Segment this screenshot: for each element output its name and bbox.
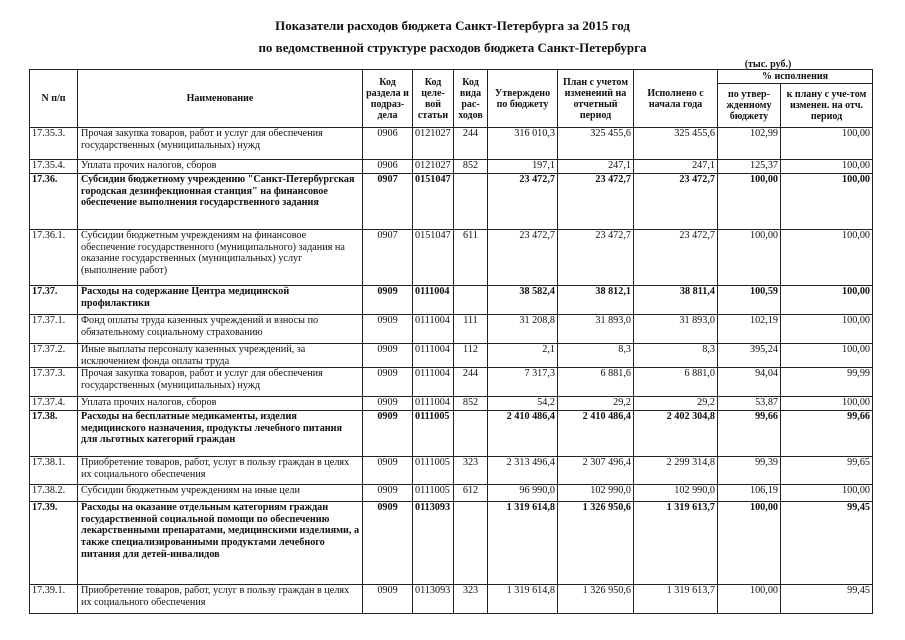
table-row [30,502,873,585]
row-type-code [454,174,488,230]
row-type-code: 852 [454,160,488,174]
row-executed: 38 811,4 [634,286,718,315]
row-section-code: 0909 [363,286,413,315]
row-name: Расходы на бесплатные медикаменты, изделия медицинского назначения, продукты лечебного питания для льготных категорий граждан [78,411,363,457]
row-number: 17.39.1. [30,585,78,614]
row-plan: 2 410 486,4 [558,411,634,457]
table-row [30,457,873,485]
row-name: Расходы на содержание Центра медицинской профилактики [78,286,363,315]
row-target-code: 0121027 [413,128,454,160]
row-section-code: 0909 [363,344,413,368]
row-target-code: 0111005 [413,485,454,502]
row-approved: 316 010,3 [488,128,558,160]
row-executed: 1 319 613,7 [634,585,718,614]
row-plan: 102 990,0 [558,485,634,502]
header-executed: Исполнено с начала года [634,70,718,128]
row-name: Уплата прочих налогов, сборов [78,160,363,174]
row-plan: 2 307 496,4 [558,457,634,485]
row-pct-approved: 99,66 [718,411,781,457]
row-pct-plan: 99,45 [781,502,873,585]
row-number: 17.37. [30,286,78,315]
row-approved: 2,1 [488,344,558,368]
row-approved: 197,1 [488,160,558,174]
row-pct-approved: 102,99 [718,128,781,160]
row-section-code: 0906 [363,128,413,160]
row-target-code: 0111005 [413,411,454,457]
row-pct-approved: 100,00 [718,502,781,585]
row-approved: 38 582,4 [488,286,558,315]
row-approved: 31 208,8 [488,315,558,344]
header-type: Код вида рас-ходов [454,70,488,128]
row-number: 17.35.4. [30,160,78,174]
row-pct-plan: 99,99 [781,368,873,397]
row-pct-approved: 99,39 [718,457,781,485]
header-name: Наименование [78,70,363,128]
row-name: Субсидии бюджетным учреждениям на финансовое обеспечение государственного (муниципального) задания на оказание государственных (муниципальных) услуг (выполнение работ) [78,230,363,286]
row-type-code: 323 [454,457,488,485]
table-row [30,485,873,502]
row-target-code: 0151047 [413,230,454,286]
row-executed: 31 893,0 [634,315,718,344]
row-target-code: 0151047 [413,174,454,230]
row-section-code: 0907 [363,174,413,230]
table-row [30,286,873,315]
row-section-code: 0909 [363,502,413,585]
row-pct-approved: 100,59 [718,286,781,315]
row-number: 17.37.1. [30,315,78,344]
row-type-code: 612 [454,485,488,502]
header-pct-plan: к плану с уче-том изменен. на отч. период [781,84,873,128]
row-pct-approved: 106,19 [718,485,781,502]
row-type-code [454,286,488,315]
header-num: N п/п [30,70,78,128]
header-section: Код раздела и подраз-дела [363,70,413,128]
row-number: 17.35.3. [30,128,78,160]
row-approved: 54,2 [488,397,558,411]
row-plan: 23 472,7 [558,230,634,286]
row-pct-plan: 99,65 [781,457,873,485]
row-plan: 29,2 [558,397,634,411]
expenses-table [29,69,873,614]
row-plan: 31 893,0 [558,315,634,344]
row-name: Субсидии бюджетному учреждению "Санкт-Петербургская городская дезинфекционная станция" на финансовое обеспечение выполнения государственного задания [78,174,363,230]
row-pct-approved: 53,87 [718,397,781,411]
row-section-code: 0909 [363,315,413,344]
row-type-code: 244 [454,128,488,160]
row-target-code: 0111005 [413,457,454,485]
row-section-code: 0909 [363,457,413,485]
row-pct-plan: 100,00 [781,128,873,160]
row-number: 17.37.3. [30,368,78,397]
row-number: 17.38.1. [30,457,78,485]
row-section-code: 0906 [363,160,413,174]
page-subtitle: по ведомственной структуре расходов бюджета Санкт-Петербурга [258,40,647,55]
table-body [30,128,873,614]
row-number: 17.39. [30,502,78,585]
table-row [30,230,873,286]
row-approved: 1 319 614,8 [488,502,558,585]
row-name: Расходы на оказание отдельным категориям граждан государственной социальной помощи по обеспечению лекарственными препаратами, медицинскими изделиями, а также специализированными продуктами лечебного питания для детей-инвалидов [78,502,363,585]
row-section-code: 0909 [363,485,413,502]
row-pct-plan: 99,45 [781,585,873,614]
row-executed: 8,3 [634,344,718,368]
row-section-code: 0909 [363,368,413,397]
row-plan: 23 472,7 [558,174,634,230]
row-type-code [454,502,488,585]
row-target-code: 0113093 [413,502,454,585]
row-approved: 2 313 496,4 [488,457,558,485]
row-executed: 23 472,7 [634,230,718,286]
row-pct-plan: 100,00 [781,315,873,344]
row-approved: 7 317,3 [488,368,558,397]
row-target-code: 0111004 [413,368,454,397]
row-type-code: 244 [454,368,488,397]
row-number: 17.37.2. [30,344,78,368]
row-approved: 96 990,0 [488,485,558,502]
row-pct-approved: 395,24 [718,344,781,368]
row-type-code: 323 [454,585,488,614]
row-plan: 1 326 950,6 [558,585,634,614]
row-name: Фонд оплаты труда казенных учреждений и взносы по обязательному социальному страхованию [78,315,363,344]
row-pct-approved: 100,00 [718,585,781,614]
row-number: 17.36. [30,174,78,230]
row-type-code [454,411,488,457]
row-plan: 325 455,6 [558,128,634,160]
row-target-code: 0111004 [413,397,454,411]
row-pct-plan: 100,00 [781,397,873,411]
row-plan: 1 326 950,6 [558,502,634,585]
row-name: Иные выплаты персоналу казенных учреждений, за исключением фонда оплаты труда [78,344,363,368]
table-row [30,315,873,344]
row-type-code: 112 [454,344,488,368]
row-name: Приобретение товаров, работ, услуг в пользу граждан в целях их социального обеспечения [78,457,363,485]
row-pct-approved: 100,00 [718,230,781,286]
units-label: (тыс. руб.) [744,59,792,70]
header-pct-group: % исполнения [718,70,873,84]
row-section-code: 0909 [363,397,413,411]
table-row [30,128,873,160]
header-pct-approved: по утвер-жденному бюджету [718,84,781,128]
row-target-code: 0111004 [413,286,454,315]
row-plan: 38 812,1 [558,286,634,315]
row-type-code: 111 [454,315,488,344]
row-type-code: 852 [454,397,488,411]
row-section-code: 0907 [363,230,413,286]
table-row [30,411,873,457]
row-pct-plan: 100,00 [781,230,873,286]
row-executed: 2 402 304,8 [634,411,718,457]
row-type-code: 611 [454,230,488,286]
row-pct-plan: 99,66 [781,411,873,457]
row-name: Прочая закупка товаров, работ и услуг для обеспечения государственных (муниципальных) нужд [78,128,363,160]
row-pct-approved: 100,00 [718,174,781,230]
header-target: Код целе-вой статьи [413,70,454,128]
row-approved: 1 319 614,8 [488,585,558,614]
row-pct-approved: 125,37 [718,160,781,174]
row-approved: 2 410 486,4 [488,411,558,457]
row-pct-approved: 94,04 [718,368,781,397]
row-approved: 23 472,7 [488,230,558,286]
row-executed: 6 881,0 [634,368,718,397]
row-name: Субсидии бюджетным учреждениям на иные цели [78,485,363,502]
table-row [30,397,873,411]
header-approved: Утверждено по бюджету [488,70,558,128]
row-executed: 29,2 [634,397,718,411]
row-target-code: 0111004 [413,315,454,344]
row-pct-plan: 100,00 [781,286,873,315]
page-title: Показатели расходов бюджета Санкт-Петербурга за 2015 год [275,18,630,33]
row-name: Уплата прочих налогов, сборов [78,397,363,411]
table-row [30,174,873,230]
row-target-code: 0121027 [413,160,454,174]
row-section-code: 0909 [363,585,413,614]
row-executed: 247,1 [634,160,718,174]
row-number: 17.38.2. [30,485,78,502]
row-name: Приобретение товаров, работ, услуг в пользу граждан в целях их социального обеспечения [78,585,363,614]
row-executed: 1 319 613,7 [634,502,718,585]
header-plan: План с учетом изменений на отчетный период [558,70,634,128]
row-pct-plan: 100,00 [781,174,873,230]
row-plan: 8,3 [558,344,634,368]
row-section-code: 0909 [363,411,413,457]
row-executed: 102 990,0 [634,485,718,502]
row-pct-plan: 100,00 [781,485,873,502]
row-name: Прочая закупка товаров, работ и услуг для обеспечения государственных (муниципальных) нужд [78,368,363,397]
row-number: 17.36.1. [30,230,78,286]
row-target-code: 0113093 [413,585,454,614]
row-executed: 325 455,6 [634,128,718,160]
row-number: 17.38. [30,411,78,457]
row-plan: 6 881,6 [558,368,634,397]
row-pct-plan: 100,00 [781,160,873,174]
table-row [30,160,873,174]
row-executed: 23 472,7 [634,174,718,230]
row-executed: 2 299 314,8 [634,457,718,485]
row-pct-plan: 100,00 [781,344,873,368]
row-approved: 23 472,7 [488,174,558,230]
table-row [30,344,873,368]
table-row [30,585,873,614]
row-target-code: 0111004 [413,344,454,368]
row-number: 17.37.4. [30,397,78,411]
table-row [30,368,873,397]
row-pct-approved: 102,19 [718,315,781,344]
row-plan: 247,1 [558,160,634,174]
